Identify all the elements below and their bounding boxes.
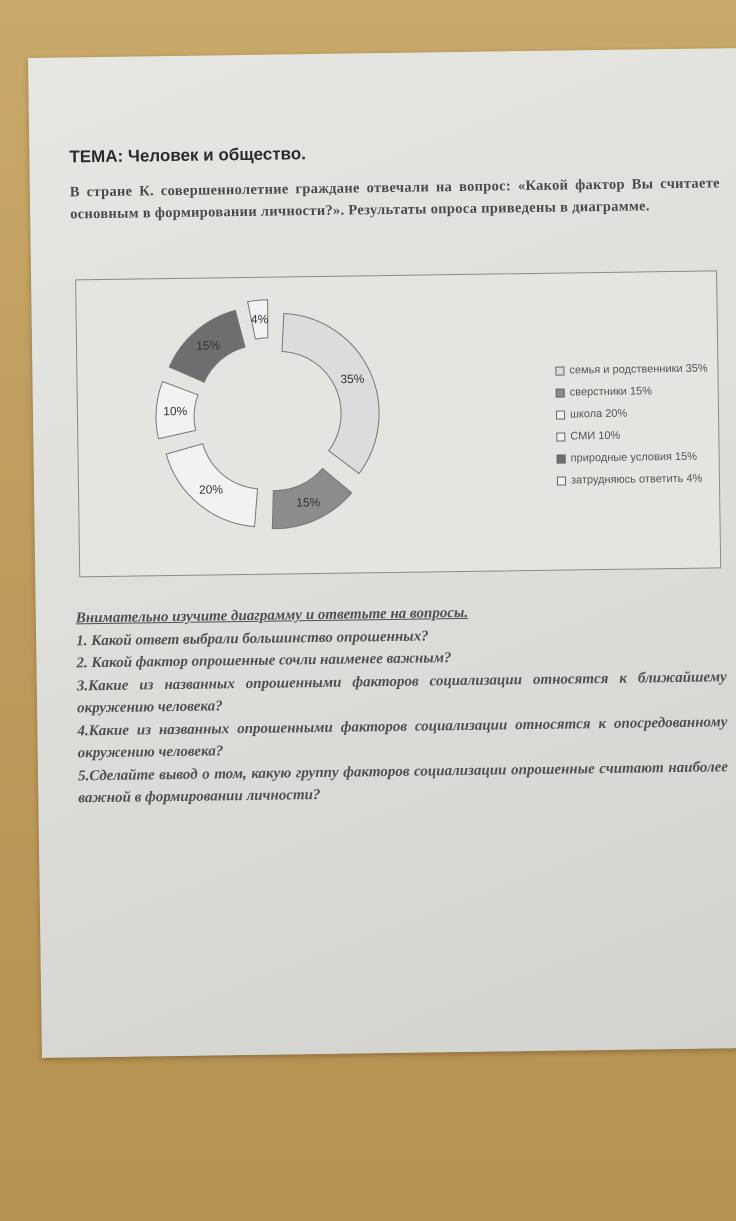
legend-label: СМИ 10% <box>570 429 621 443</box>
question-item: 5.Сделайте вывод о том, какую группу факторов социализации опрошенные считают наиболее важной в формировании личности? <box>77 758 729 807</box>
questions-title: Внимательно изучите диаграмму и ответьте на вопросы. <box>75 604 469 627</box>
questions-block <box>76 598 729 810</box>
donut-slice-1 <box>281 312 379 474</box>
slice-label: 15% <box>296 495 321 510</box>
topic-heading: ТЕМА: Человек и общество. <box>69 144 307 167</box>
slice-label: 4% <box>250 312 269 327</box>
worksheet-page <box>28 48 736 1058</box>
question-item: 2. Какой фактор опрошенные сочли наименее важным? <box>76 650 452 672</box>
legend-swatch <box>556 388 565 397</box>
legend-swatch <box>556 410 565 419</box>
question-item: 3.Какие из названных опрошенными факторов социализации относятся к ближайшему окружению человека? <box>76 668 727 717</box>
legend-item <box>556 380 709 404</box>
chart-legend <box>555 358 709 492</box>
slice-label: 10% <box>163 403 188 419</box>
slice-label: 35% <box>340 371 365 387</box>
donut-chart-frame <box>75 270 721 577</box>
question-item: 4.Какие из названных опрошенными факторов социализации относятся к опосредованному окружению человека? <box>77 713 728 762</box>
legend-label: семья и родственники 35% <box>569 362 708 377</box>
legend-item <box>557 468 710 492</box>
question-item: 1. Какой ответ выбрали большинство опрошенных? <box>76 627 429 649</box>
legend-item <box>556 402 709 426</box>
legend-label: сверстники 15% <box>569 385 653 399</box>
legend-item <box>556 424 709 448</box>
legend-label: затрудняюсь ответить 4% <box>570 472 703 487</box>
intro-paragraph: В стране К. совершеннолетние граждане отвечали на вопрос: «Какой фактор Вы считаете основным в формировании личности?». Результаты опроса приведены в диаграмме. <box>69 175 720 223</box>
legend-label: природные условия 15% <box>570 450 698 465</box>
legend-swatch <box>556 432 565 441</box>
legend-item <box>556 446 709 470</box>
legend-label: школа 20% <box>569 407 628 421</box>
slice-label: 20% <box>198 482 224 497</box>
legend-swatch <box>555 366 564 375</box>
legend-swatch <box>557 454 566 463</box>
slice-label: 15% <box>196 338 221 353</box>
legend-item <box>555 358 708 382</box>
legend-swatch <box>557 476 566 485</box>
